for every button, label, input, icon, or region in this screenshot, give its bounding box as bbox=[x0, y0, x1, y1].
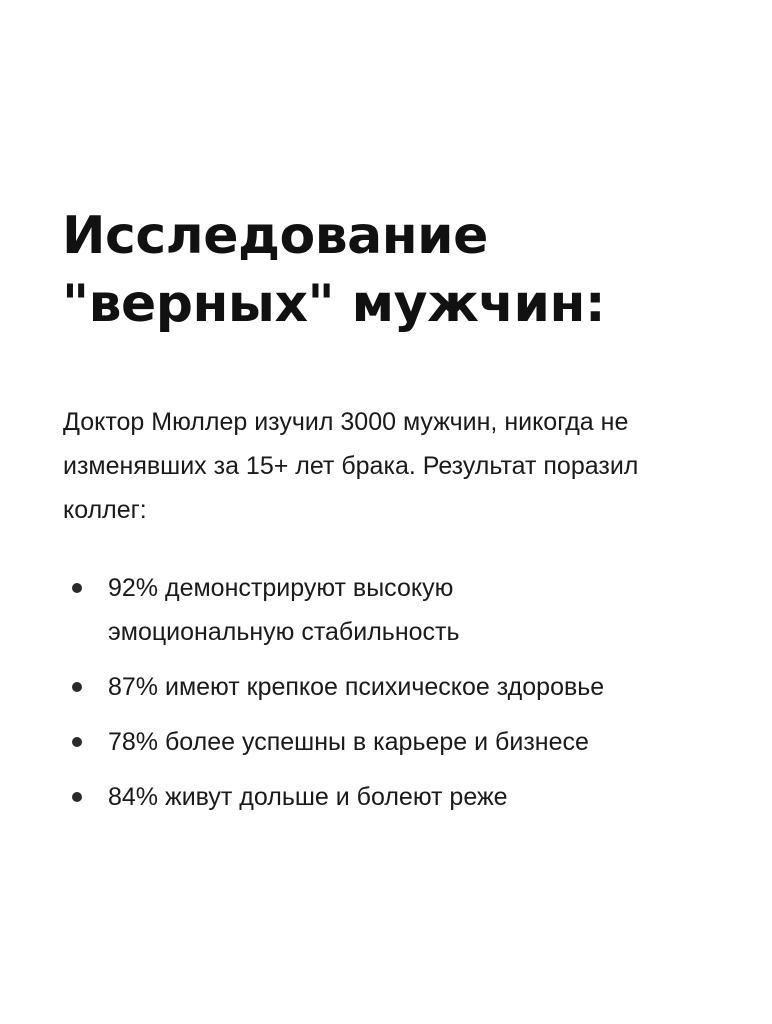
list-item bbox=[0, 566, 772, 654]
fact-text: 78% более успешны в карьере и бизнесе bbox=[108, 728, 589, 756]
intro-paragraph bbox=[63, 400, 723, 532]
bullet-dot-icon bbox=[72, 583, 82, 593]
title-line-2: "верных" мужчин: bbox=[62, 274, 606, 334]
intro-line-2: изменявших за 15+ лет брака. Результат поразил bbox=[63, 452, 639, 480]
bullet-dot-icon bbox=[72, 682, 82, 692]
fact-text: 84% живут дольше и болеют реже bbox=[108, 783, 508, 811]
bullet-dot-icon bbox=[72, 792, 82, 802]
page-title bbox=[62, 202, 722, 338]
list-item bbox=[0, 665, 772, 709]
list-item bbox=[0, 720, 772, 764]
fact-text-line-2: эмоциональную стабильность bbox=[108, 618, 460, 646]
title-line-1: Исследование bbox=[62, 206, 488, 266]
fact-text: 87% имеют крепкое психическое здоровье bbox=[108, 673, 605, 701]
facts-list bbox=[0, 566, 772, 830]
bullet-dot-icon bbox=[72, 737, 82, 747]
list-item bbox=[0, 775, 772, 819]
fact-text-line-1: 92% демонстрируют высокую bbox=[108, 574, 454, 602]
intro-line-1: Доктор Мюллер изучил 3000 мужчин, никогда не bbox=[63, 408, 629, 436]
intro-line-3: коллег: bbox=[63, 496, 147, 524]
